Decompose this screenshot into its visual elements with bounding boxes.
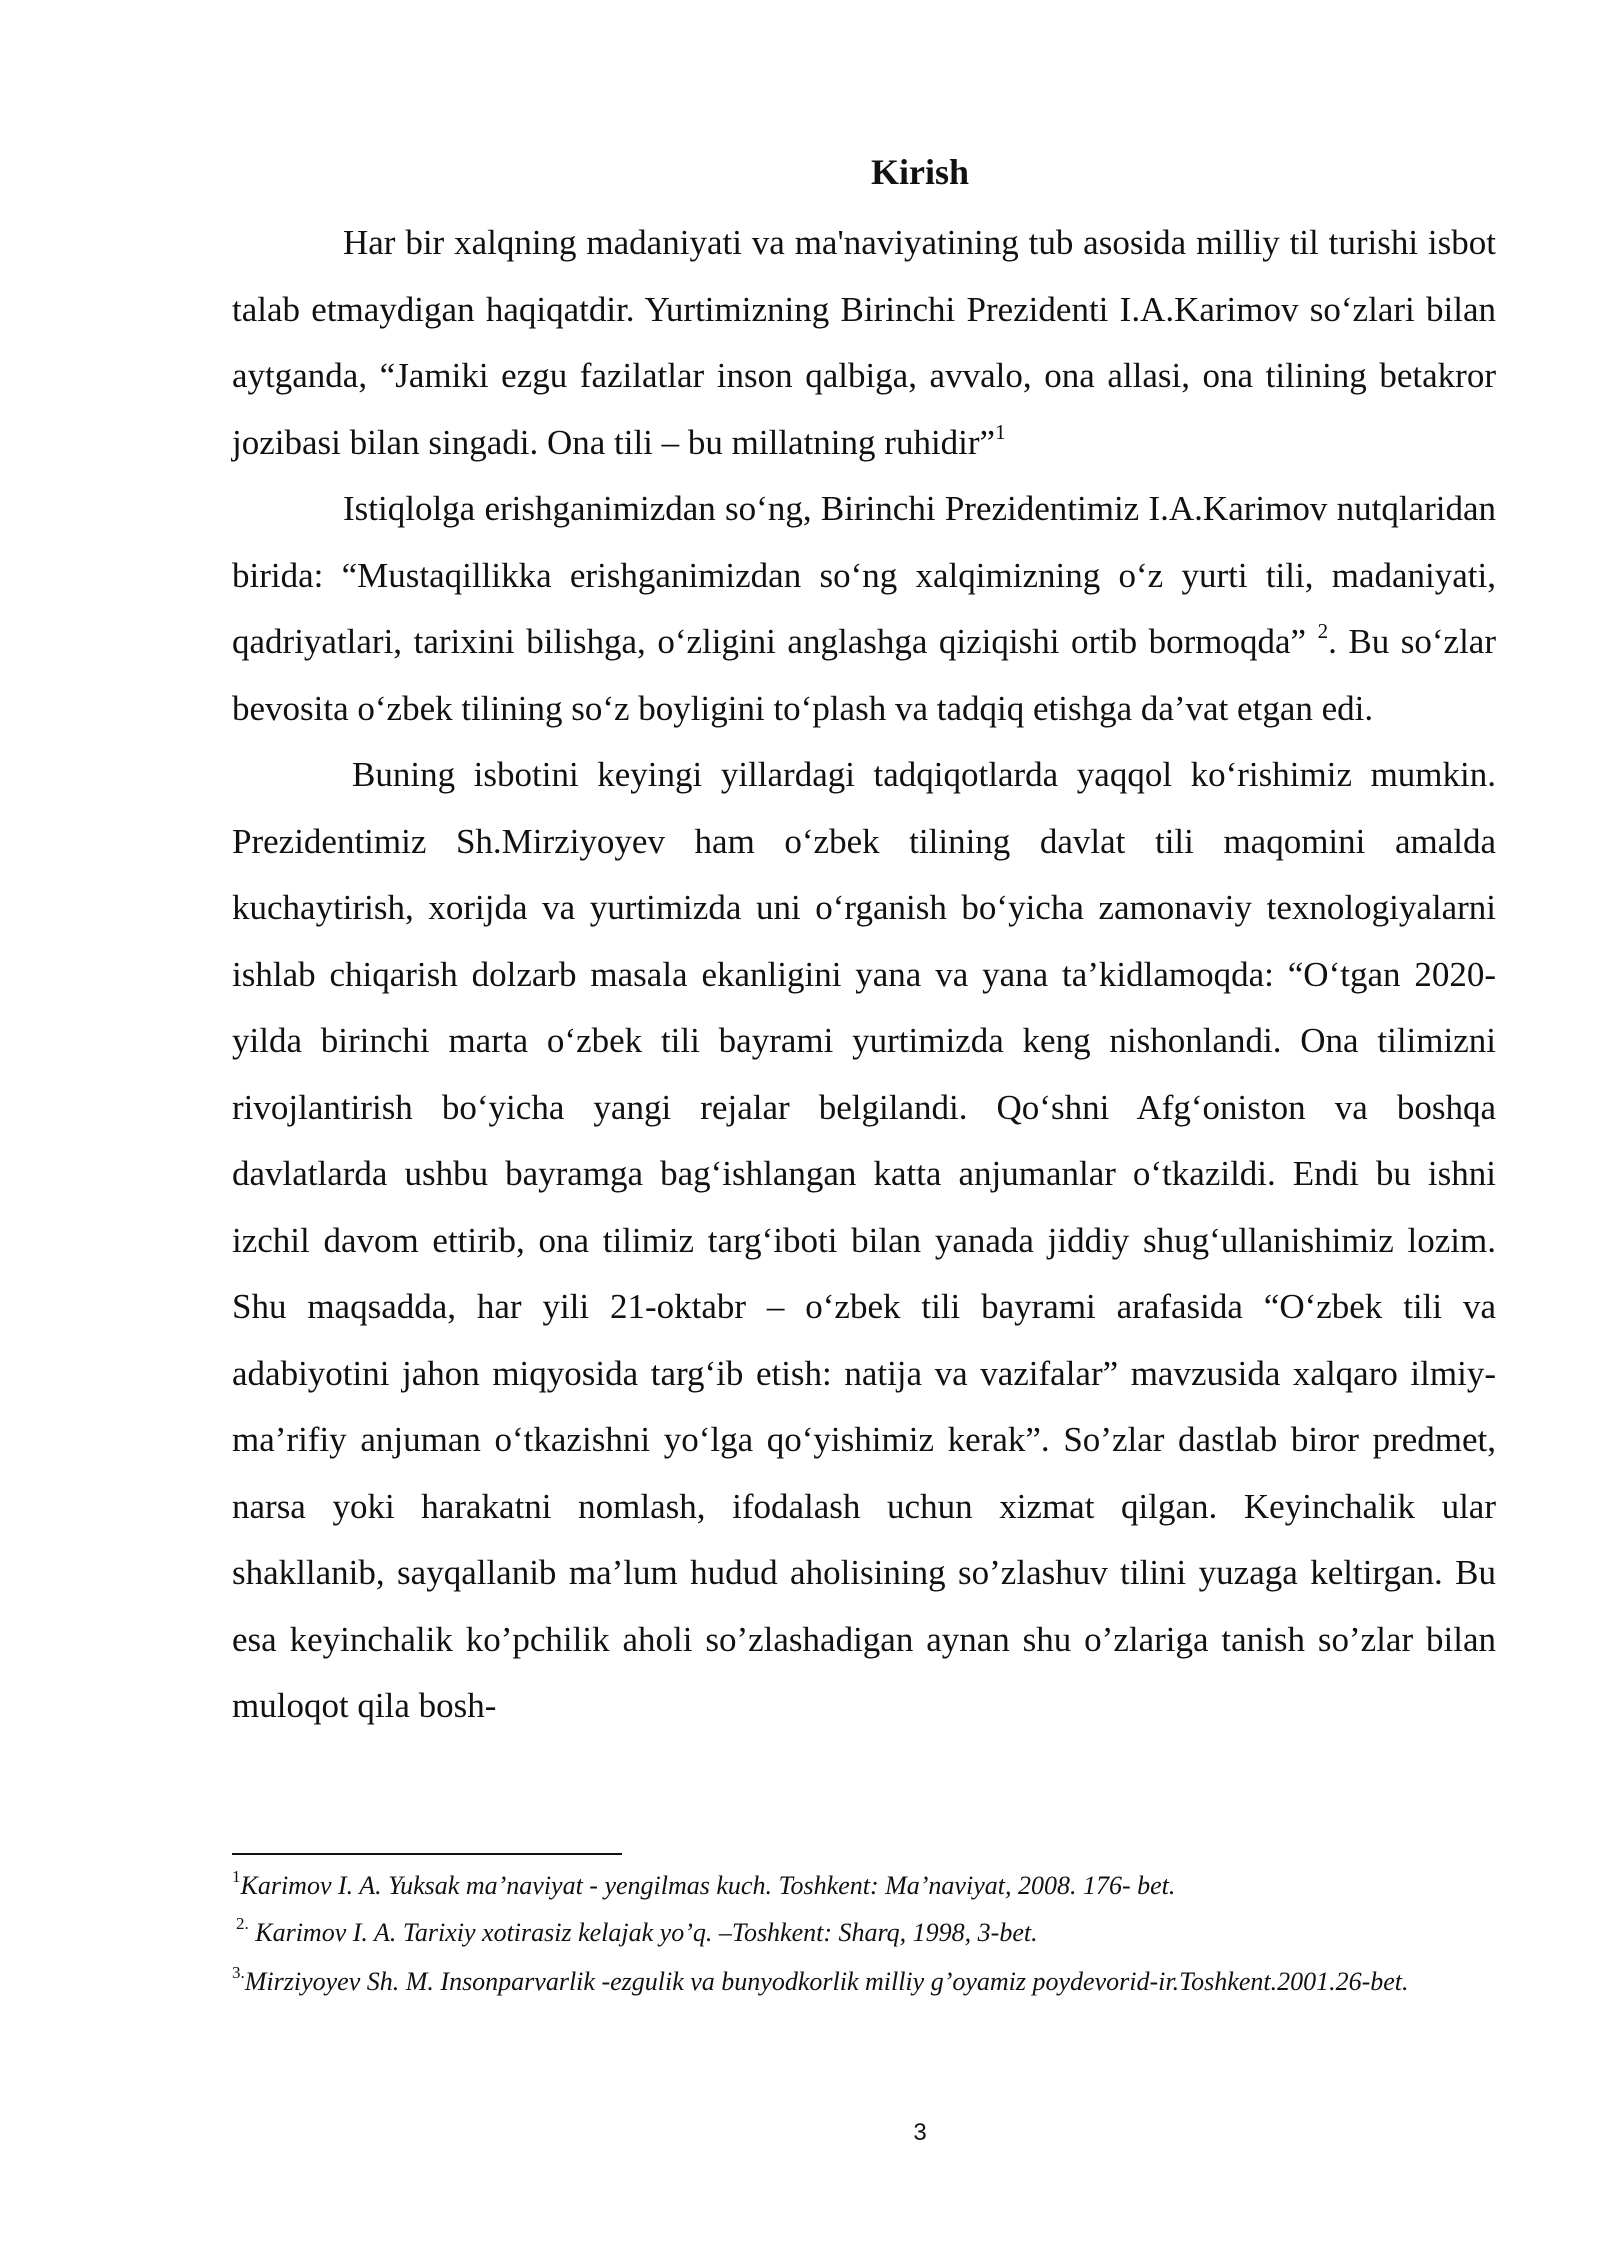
page-number: 3 bbox=[913, 2119, 927, 2146]
footnote-3-mark: 3. bbox=[232, 1963, 245, 1983]
footnote-3-text: Mirziyoyev Sh. M. Insonparvarlik -ezgulik va bunyodkorlik milliy g’oyamiz poydevorid-ir.Toshkent.2001.26-bet. bbox=[244, 1967, 1409, 1996]
footnote-3 bbox=[232, 1958, 1496, 2005]
paragraph-1 bbox=[232, 210, 1496, 476]
footnote-1 bbox=[232, 1862, 1496, 1909]
footnote-separator bbox=[232, 1853, 622, 1855]
paragraph-1-text: Har bir xalqning madaniyati va ma'naviyatining tub asosida milliy til turishi isbot talab etmaydigan haqiqatdir. Yurtimizning Birinchi Prezidenti I.A.Karimov so‘zlari bilan aytganda, “Jamiki ezgu fazilatlar inson qalbiga, avvalo, ona allasi, ona tilining betakror jozibasi bilan singadi. Ona tili – bu millatning ruhidir” bbox=[232, 223, 1496, 462]
footnote-ref-2: 2 bbox=[1317, 618, 1329, 643]
footnote-2-mark: 2. bbox=[236, 1914, 249, 1934]
paragraph-3 bbox=[232, 742, 1496, 1740]
section-heading: Kirish bbox=[870, 152, 969, 192]
footnotes bbox=[232, 1862, 1496, 2005]
footnote-ref-1: 1 bbox=[995, 419, 1006, 444]
paragraph-2 bbox=[232, 476, 1496, 742]
footnote-1-mark: 1 bbox=[232, 1867, 241, 1887]
paragraph-2-text-after: . Bu so‘zlar bevosita o‘zbek tilining so‘z boyligini to‘plash va tadqiq etishga da’vat etgan edi. bbox=[232, 622, 1496, 728]
footnote-1-text: Karimov I. A. Yuksak ma’naviyat - yengilmas kuch. Toshkent: Ma’naviyat, 2008. 176- bet. bbox=[240, 1871, 1176, 1900]
body-text bbox=[232, 210, 1496, 1740]
paragraph-2-text: Istiqlolga erishganimizdan so‘ng, Birinchi Prezidentimiz I.A.Karimov nutqlaridan birida: “Mustaqillikka erishganimizdan so‘ng xalqimizning o‘z yurti tili, madaniyati, qadriyatlari, tarixini bilishga, o‘zligini anglashga qiziqishi ortib bormoqda” bbox=[232, 489, 1496, 661]
footnote-2-text: Karimov I. A. Tarixiy xotirasiz kelajak yo’q. –Toshkent: Sharq, 1998, 3-bet. bbox=[248, 1918, 1038, 1947]
footnote-2 bbox=[232, 1909, 1496, 1956]
paragraph-3-text: Buning isbotini keyingi yillardagi tadqiqotlarda yaqqol ko‘rishimiz mumkin. Prezidentimiz Sh.Mirziyoyev ham o‘zbek tilining davlat tili maqomini amalda kuchaytirish, xorijda va yurtimizda uni o‘rganish bo‘yicha zamonaviy texnologiyalarni ishlab chiqarish dolzarb masala ekanligini yana va yana ta’kidlamoqda: “O‘tgan 2020-yilda birinchi marta o‘zbek tili bayrami yurtimizda keng nishonlandi. Ona tilimizni rivojlantirish bo‘yicha yangi rejalar belgilandi. Qo‘shni Afg‘oniston va boshqa davlatlarda ushbu bayramga bag‘ishlangan katta anjumanlar o‘tkazildi. Endi bu ishni izchil davom ettirib, ona tilimiz targ‘iboti bilan yanada jiddiy shug‘ullanishimiz lozim. Shu maqsadda, har yili 21-oktabr – o‘zbek tili bayrami arafasida “O‘zbek tili va adabiyotini jahon miqyosida targ‘ib etish: natija va vazifalar” mavzusida xalqaro ilmiy-ma’rifiy anjuman o‘tkazishni yo‘lga qo‘yishimiz kerak”. So’zlar dastlab biror predmet, narsa yoki harakatni nomlash, ifodalash uchun xizmat qilgan. Keyinchalik ular shakllanib, sayqallanib ma’lum hudud aholisining so’zlashuv tilini yuzaga keltirgan. Bu esa keyinchalik ko’pchilik aholi so’zlashadigan aynan shu o’zlariga tanish so’zlar bilan muloqot qila bosh- bbox=[232, 755, 1496, 1725]
